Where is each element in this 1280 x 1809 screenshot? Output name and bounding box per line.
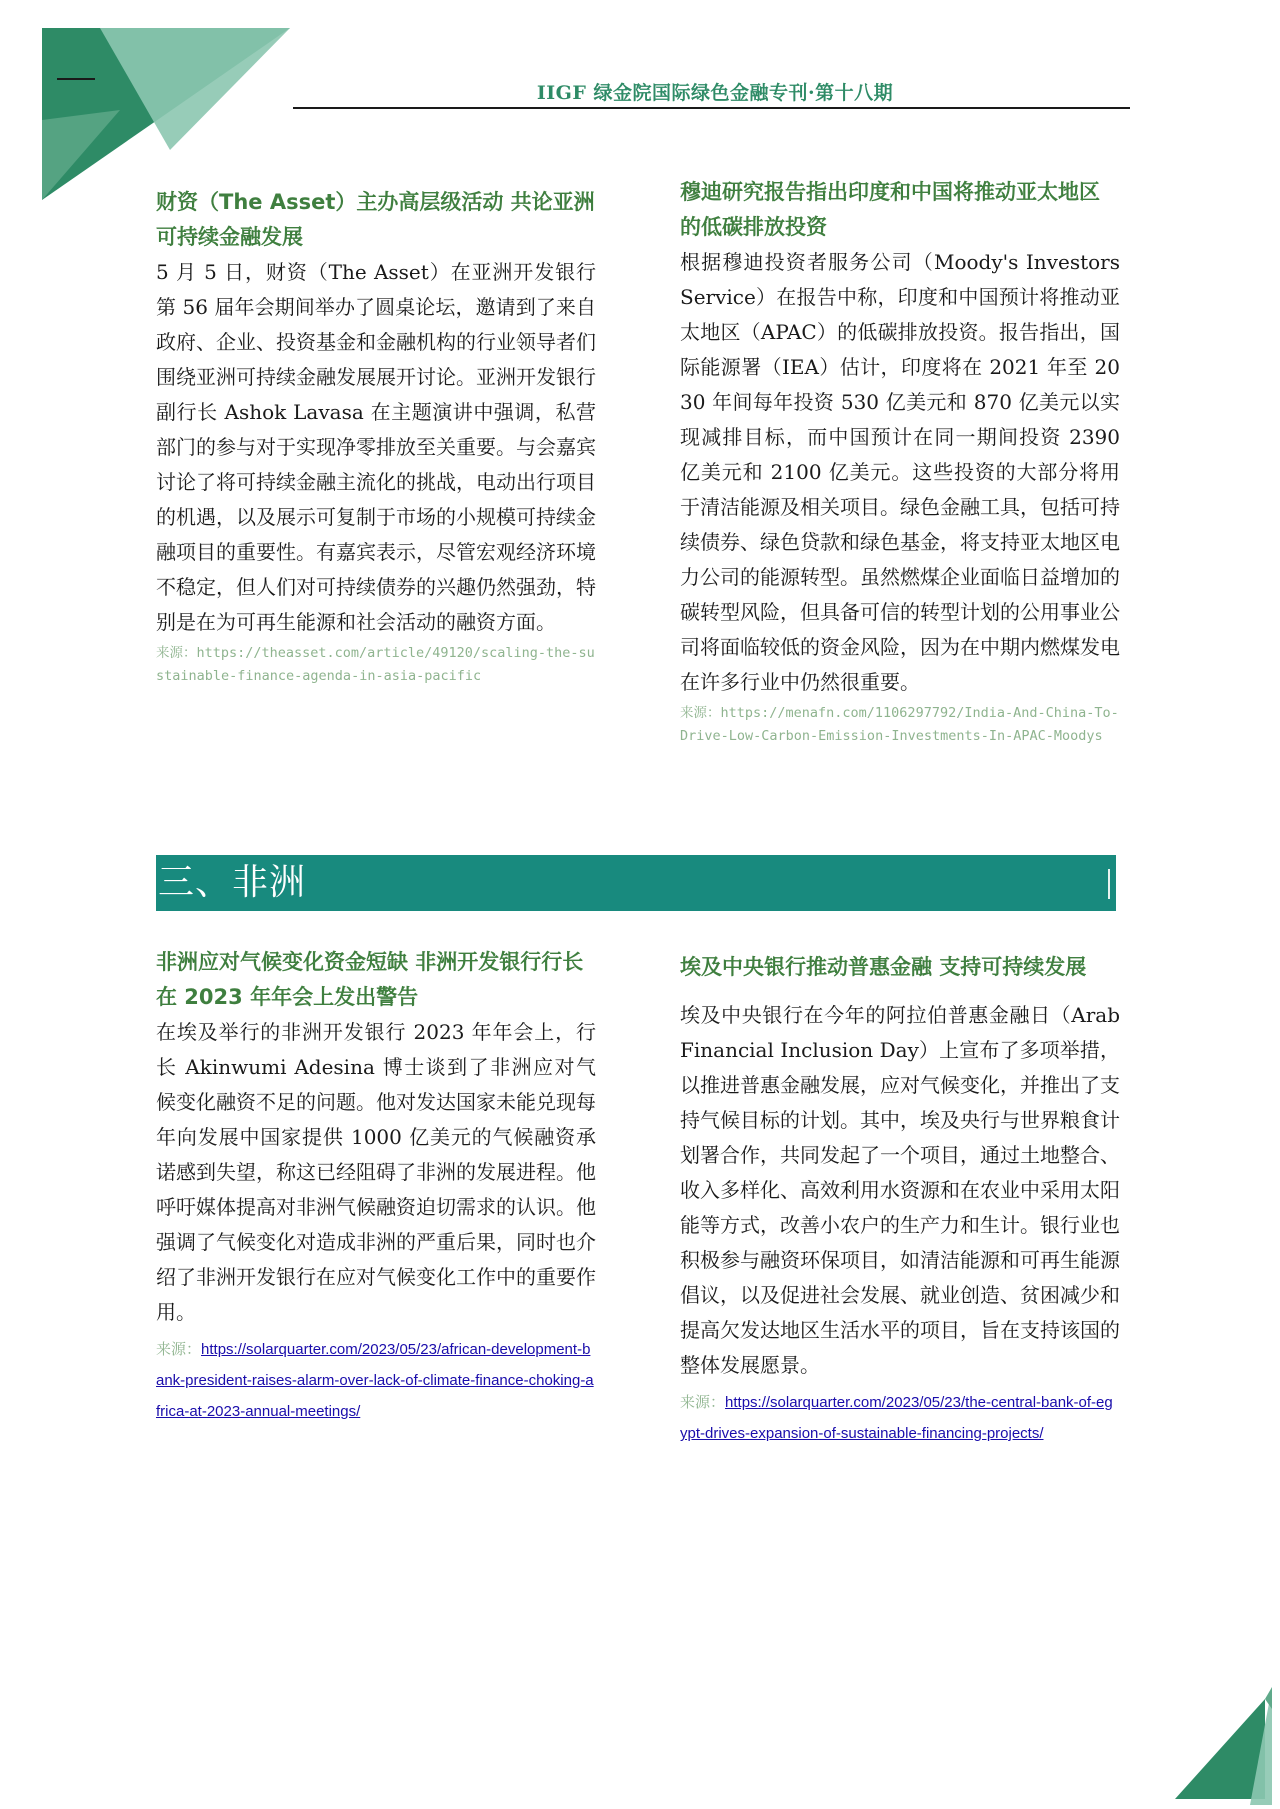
corner-decoration-bottom-right <box>1140 1669 1280 1809</box>
article-moodys-apac-low-carbon <box>680 175 1120 748</box>
section-header-africa <box>156 855 1116 911</box>
article-title: 财资（The Asset）主办高层级活动 共论亚洲可持续金融发展 <box>156 190 595 249</box>
header-rule <box>293 107 1130 109</box>
section-bar-tick <box>1108 869 1110 899</box>
article-title: 非洲应对气候变化资金短缺 非洲开发银行行长在 2023 年年会上发出警告 <box>156 950 584 1009</box>
article-title: 穆迪研究报告指出印度和中国将推动亚太地区的低碳排放投资 <box>680 180 1100 239</box>
article-source <box>156 1334 596 1427</box>
source-label: 来源： <box>156 1341 202 1358</box>
source-link[interactable]: https://solarquarter.com/2023/05/23/the-central-bank-of-egypt-drives-expansion-of-sustainable-financing-projects/ <box>680 1394 1113 1442</box>
article-cbe-financial-inclusion <box>680 945 1120 1449</box>
article-source: 来源：https://theasset.com/article/49120/scaling-the-sustainable-finance-agenda-in-asia-pacific <box>156 645 595 684</box>
journal-title: IIGF 绿金院国际绿色金融专刊·第十八期 <box>536 82 894 104</box>
header-dash <box>57 78 95 80</box>
article-source <box>680 1387 1120 1449</box>
article-body: 在埃及举行的非洲开发银行 2023 年年会上，行长 Akinwumi Adesina 博士谈到了非洲应对气候变化融资不足的问题。他对发达国家未能兑现每年向发展中国家提供 1000 亿美元的气候融资承诺感到失望，称这已经阻碍了非洲的发展进程。他呼吁媒体提高对非洲气候融资迫切需求的认识。他强调了气候变化对造成非洲的严重后果，同时也介绍了非洲开发银行在应对气候变化工作中的重要作用。 <box>156 1020 596 1324</box>
article-source: 来源：https://menafn.com/1106297792/India-And-China-To-Drive-Low-Carbon-Emission-Investments-In-APAC-Moodys <box>680 705 1119 744</box>
article-asset-asia-sustainable-finance <box>156 185 596 688</box>
source-link[interactable]: https://solarquarter.com/2023/05/23/african-development-bank-president-raises-alarm-over-lack-of-climate-finance-choking-africa-at-2023-annual-meetings/ <box>156 1341 594 1420</box>
corner-decoration-top-left <box>0 0 300 210</box>
source-label: 来源： <box>680 1394 726 1411</box>
article-afdb-climate-finance <box>156 945 596 1427</box>
section-label: 三、非洲 <box>158 862 307 903</box>
article-body: 根据穆迪投资者服务公司（Moody's Investors Service）在报告中称，印度和中国预计将推动亚太地区（APAC）的低碳排放投资。报告指出，国际能源署（IEA）估计，印度将在 2021 年至 2030 年间每年投资 530 亿美元和 870 亿美元以实现减排目标，而中国预计在同一期间投资 2390 亿美元和 2100 亿美元。这些投资的大部分将用于清洁能源及相关项目。绿色金融工具，包括可持续债券、绿色贷款和绿色基金，将支持亚太地区电力公司的能源转型。虽然燃煤企业面临日益增加的碳转型风险，但具备可信的转型计划的公用事业公司将面临较低的资金风险，因为在中期内燃煤发电在许多行业中仍然很重要。 <box>680 250 1120 694</box>
article-body: 埃及中央银行在今年的阿拉伯普惠金融日（Arab Financial Inclusion Day）上宣布了多项举措，以推进普惠金融发展，应对气候变化，并推出了支持气候目标的计划。其中，埃及央行与世界粮食计划署合作，共同发起了一个项目，通过土地整合、收入多样化、高效利用水资源和在农业中采用太阳能等方式，改善小农户的生产力和生计。银行业也积极参与融资环保项目，如清洁能源和可再生能源倡议，以及促进社会发展、就业创造、贫困减少和提高欠发达地区生活水平的项目，旨在支持该国的整体发展愿景。 <box>680 1003 1120 1377</box>
article-body: 5 月 5 日，财资（The Asset）在亚洲开发银行第 56 届年会期间举办了圆桌论坛，邀请到了来自政府、企业、投资基金和金融机构的行业领导者们围绕亚洲可持续金融发展展开讨论。亚洲开发银行副行长 Ashok Lavasa 在主题演讲中强调，私营部门的参与对于实现净零排放至关重要。与会嘉宾讨论了将可持续金融主流化的挑战，电动出行项目的机遇，以及展示可复制于市场的小规模可持续金融项目的重要性。有嘉宾表示，尽管宏观经济环境不稳定，但人们对可持续债券的兴趣仍然强劲，特别是在为可再生能源和社会活动的融资方面。 <box>156 260 596 634</box>
article-title: 埃及中央银行推动普惠金融 支持可持续发展 <box>680 955 1087 979</box>
